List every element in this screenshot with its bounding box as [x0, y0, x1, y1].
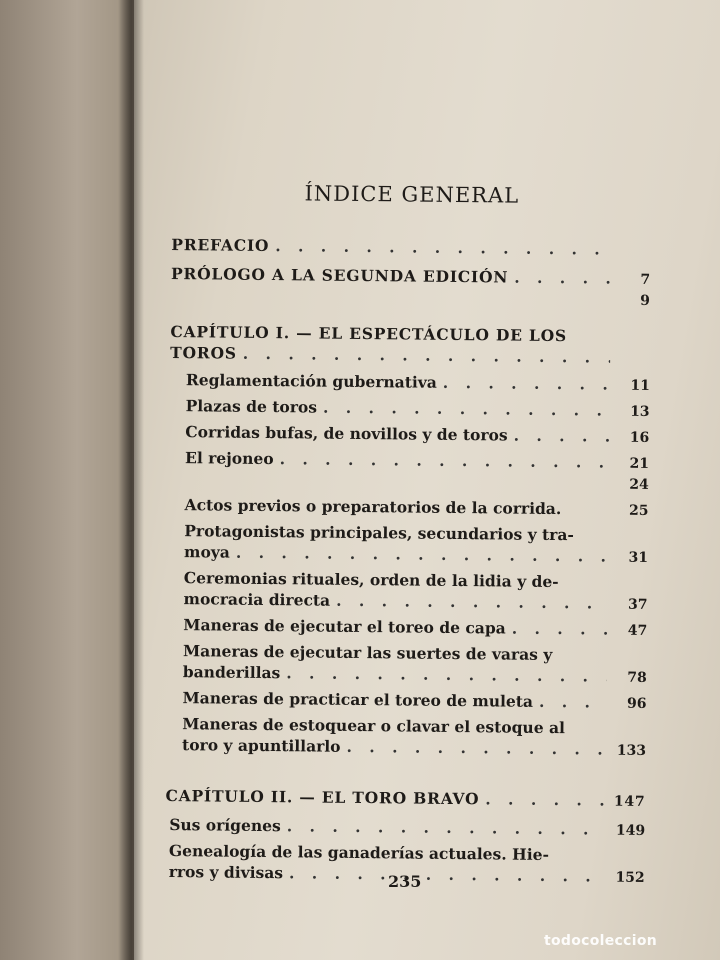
toc-entry: Maneras de ejecutar el toreo de capa . . . 47: [167, 614, 647, 642]
toc-entry-capitulo-2: CAPÍTULO II. — EL TORO BRAVO . . . 147: [165, 785, 645, 813]
toc-entry: Protagonistas principales, secundarios y tra- moya . . . 31: [168, 520, 648, 569]
toc-entry: Maneras de ejecutar las suertes de varas y banderillas . . . 78: [167, 640, 647, 689]
toc-entry: Plazas de toros . . . 13: [170, 395, 650, 423]
toc-entry: Actos previos o preparatorios de la corrida. 25: [184, 495, 649, 520]
toc-title: ÍNDICE GENERAL: [304, 181, 520, 208]
toc-entry: Maneras de estoquear o clavar el estoque al toro y apuntillarlo . . . 133: [166, 713, 646, 762]
toc-entry: El rejoneo . . . 21 24: [169, 447, 649, 496]
toc-entry-prefacio: PREFACIO . . .: [171, 234, 651, 260]
toc-entry: Sus orígenes . . . 149: [165, 814, 645, 842]
toc-entry: Maneras de practicar el toreo de muleta . . . 96: [166, 687, 646, 715]
toc-entry-prologo: PRÓLOGO A LA SEGUNDA EDICIÓN . . . 7 9: [171, 263, 651, 312]
toc-entry-capitulo-1: CAPÍTULO I. — EL ESPECTÁCULO DE LOS TOROS . . .: [170, 321, 650, 368]
toc-entry: Ceremonias rituales, orden de la lidia y de- mocracia directa . . . 37: [167, 567, 647, 616]
book-gutter: [118, 0, 144, 960]
toc-entry: Reglamentación gubernativa . . . 11: [170, 369, 650, 397]
toc-entry: Genealogía de las ganaderías actuales. Hie- rros y divisas . . . 152: [165, 840, 645, 889]
watermark: todocoleccion: [544, 933, 658, 949]
page-number: 235: [388, 872, 422, 891]
toc-entry: Corridas bufas, de novillos y de toros . . . 16: [169, 421, 649, 449]
table-of-contents: [165, 180, 652, 892]
